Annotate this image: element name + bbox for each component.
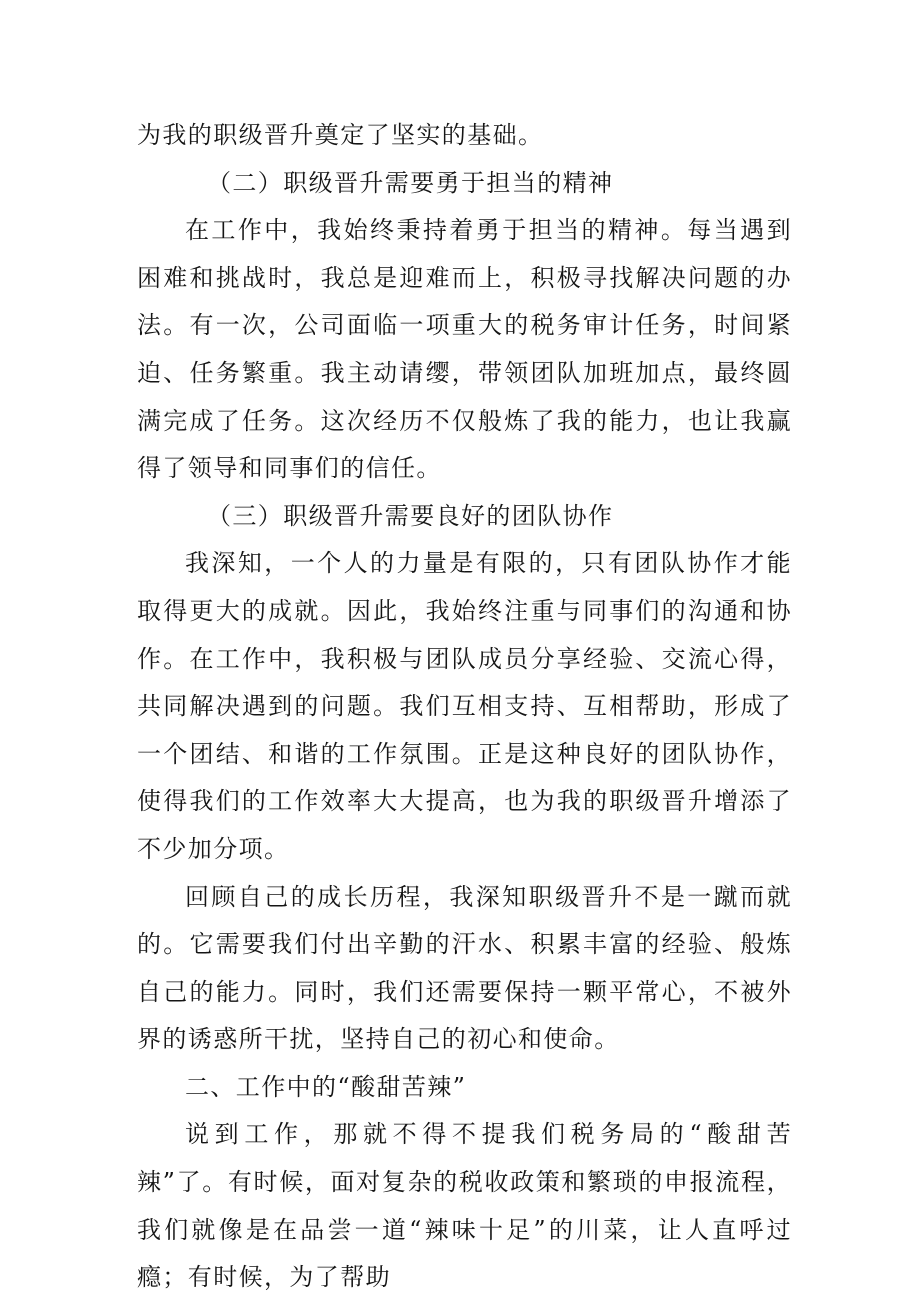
- section-heading-work: 二、工作中的“酸甜苦辣”: [185, 1072, 467, 1101]
- paragraph-review: 回顾自己的成长历程，我深知职级晋升不是一蹴而就的。它需要我们付出辛勤的汗水、积累丰富的经验、般炼自己的能力。同时，我们还需要保持一颗平常心，不被外界的诱惑所干扰，坚持自己的初心和使命。: [137, 882, 792, 1054]
- paragraph-work-intro: 说到工作，那就不得不提我们税务局的“酸甜苦辣”了。有时候，面对复杂的税收政策和繁琐的申报流程，我们就像是在品尝一道“辣味十足”的川菜，让人直呼过瘾；有时候，为了帮助: [137, 1120, 792, 1292]
- paragraph-responsibility: 在工作中，我始终秉持着勇于担当的精神。每当遇到困难和挑战时，我总是迎难而上，积极寻找解决问题的办法。有一次，公司面临一项重大的税务审计任务，时间紧迫、任务繁重。我主动请缨，带领团队加班加点，最终圆满完成了任务。这次经历不仅般炼了我的能力，也让我赢得了领导和同事们的信任。: [137, 216, 792, 483]
- paragraph-continuation: 为我的职级晋升奠定了坚实的基础。: [137, 121, 544, 149]
- section-heading-2: （二）职级晋升需要勇于担当的精神: [207, 168, 614, 197]
- paragraph-teamwork: 我深知，一个人的力量是有限的，只有团队协作才能取得更大的成就。因此，我始终注重与同事们的沟通和协作。在工作中，我积极与团队成员分享经验、交流心得，共同解决遇到的问题。我们互相支持、互相帮助，形成了一个团结、和谐的工作氛围。正是这种良好的团队协作，使得我们的工作效率大大提高，也为我的职级晋升增添了不少加分项。: [137, 549, 792, 863]
- document-body: [137, 112, 792, 1302]
- section-heading-3: （三）职级晋升需要良好的团队协作: [207, 501, 614, 530]
